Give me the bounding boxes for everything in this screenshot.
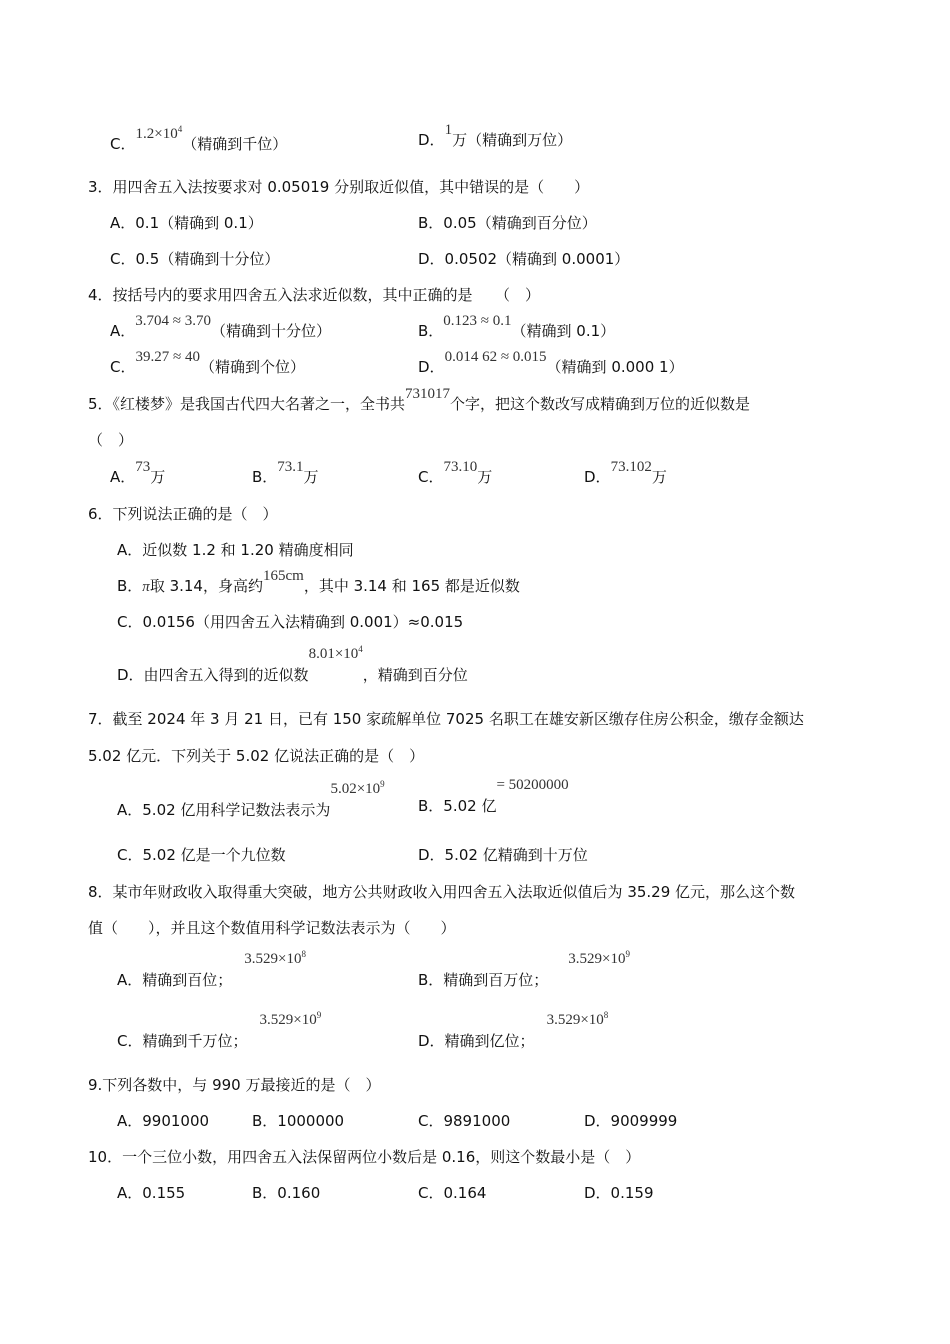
option-text: 万（精确到万位）: [452, 131, 573, 149]
math-expression: $3.529\times 10^8$: [546, 1010, 609, 1028]
q6-option-b: B．π取 3.14，身高约165cm，其中 3.14 和 165 都是近似数: [117, 568, 520, 595]
math-expression: 731017: [405, 386, 451, 402]
q6-option-c: C．0.0156（用四舍五入法精确到 0.001）≈0.015: [117, 613, 464, 631]
q9-stem: 9.下列各数中，与 990 万最接近的是（ ）: [88, 1076, 381, 1094]
q8-stem-line2: 值（ ），并且这个数值用科学记数法表示为（ ）: [88, 919, 456, 937]
q5-stem-line2: （ ）: [88, 431, 134, 449]
q10-option-d: D．0.159: [584, 1184, 654, 1202]
q4-option-d: D．0.014 62 ≈ 0.015（精确到 0.000 1）: [418, 349, 684, 376]
q10-option-b: B．0.160: [252, 1184, 321, 1202]
q3-stem: 3．用四舍五入法按要求对 0.05019 分别取近似值，其中错误的是（ ）: [88, 178, 590, 196]
q4-option-a: A．3.704 ≈ 3.70（精确到十分位）: [110, 313, 332, 340]
math-expression: $1.2\times 10^4$: [135, 124, 183, 142]
math-expression: = 50200000: [496, 777, 569, 793]
math-expression: $3.529\times 10^8$: [244, 949, 306, 967]
math-expression: 39.27 ≈ 40: [135, 349, 200, 365]
q8-option-b: B．精确到百万位；$3.529\times 10^9$: [418, 949, 631, 989]
math-expression: $8.01\times 10^4$: [308, 644, 363, 662]
q10-option-a: A．0.155: [117, 1184, 186, 1202]
math-expression: 3.704 ≈ 3.70: [135, 313, 211, 329]
q3-option-d: D．0.0502（精确到 0.0001）: [418, 250, 630, 268]
q8-option-a: A．精确到百位；$3.529\times 10^8$: [117, 949, 306, 989]
q10-option-c: C．0.164: [418, 1184, 487, 1202]
q8-stem-line1: 8．某市年财政收入取得重大突破，地方公共财政收入用四舍五入法取近似值后为 35.29 亿元，那么这个数: [88, 883, 796, 901]
q4-option-b: B．0.123 ≈ 0.1（精确到 0.1）: [418, 313, 616, 340]
option-text: （精确到千位）: [182, 135, 288, 153]
q7-stem-line2: 5.02 亿元．下列关于 5.02 亿说法正确的是（ ）: [88, 747, 425, 765]
q5-option-d: D．73.102万: [584, 459, 667, 486]
q5-option-b: B．73.1万: [252, 459, 319, 486]
math-expression: $3.529\times 10^9$: [568, 949, 631, 967]
q9-option-a: A．9901000: [117, 1112, 210, 1130]
q2-option-d: [418, 122, 573, 151]
q9-option-d: D．9009999: [584, 1112, 678, 1130]
q7-option-c: C．5.02 亿是一个九位数: [117, 846, 286, 864]
math-expression: $3.529\times 10^9$: [259, 1010, 322, 1028]
option-letter: D．: [418, 131, 445, 149]
math-expression: $5.02\times 10^9$: [330, 779, 385, 797]
q5-stem: 5．《红楼梦》是我国古代四大名著之一，全书共731017个字，把这个数改写成精确到万位的近似数是: [88, 386, 751, 413]
q4-option-c: C．39.27 ≈ 40（精确到个位）: [110, 349, 305, 376]
q5-option-c: C．73.10万: [418, 459, 493, 486]
q4-stem: 4．按括号内的要求用四舍五入法求近似数，其中正确的是 （ ）: [88, 286, 541, 304]
q8-option-c: C．精确到千万位；$3.529\times 10^9$: [117, 1010, 322, 1050]
q10-stem: 10．一个三位小数，用四舍五入法保留两位小数后是 0.16，则这个数最小是（ ）: [88, 1148, 641, 1166]
q7-option-a: A．5.02 亿用科学记数法表示为$5.02\times 10^9$: [117, 779, 385, 819]
q9-option-c: C．9891000: [418, 1112, 511, 1130]
q9-option-b: B．1000000: [252, 1112, 345, 1130]
q8-option-d: D．精确到亿位；$3.529\times 10^8$: [418, 1010, 609, 1050]
q5-option-a: A．73万: [110, 459, 166, 486]
math-expression: 0.014 62 ≈ 0.015: [444, 349, 547, 365]
math-expression: 0.123 ≈ 0.1: [443, 313, 512, 329]
q7-option-b: B．5.02 亿= 50200000: [418, 777, 569, 815]
q6-option-a: A．近似数 1.2 和 1.20 精确度相同: [117, 541, 354, 559]
q6-stem: 6．下列说法正确的是（ ）: [88, 505, 278, 523]
option-letter: C．: [110, 135, 136, 153]
q3-option-b: B．0.05（精确到百分位）: [418, 214, 597, 232]
q6-option-d: D．由四舍五入得到的近似数$8.01\times 10^4$，精确到百分位: [117, 644, 468, 684]
q2-option-c: [110, 124, 288, 155]
q7-stem-line1: 7．截至 2024 年 3 月 21 日，已有 150 家疏解单位 7025 名职工在雄安新区缴存住房公积金，缴存金额达: [88, 710, 804, 728]
math-expression: 1: [444, 122, 453, 138]
q3-option-a: A．0.1（精确到 0.1）: [110, 214, 263, 232]
q3-option-c: C．0.5（精确到十分位）: [110, 250, 280, 268]
q7-option-d: D．5.02 亿精确到十万位: [418, 846, 588, 864]
